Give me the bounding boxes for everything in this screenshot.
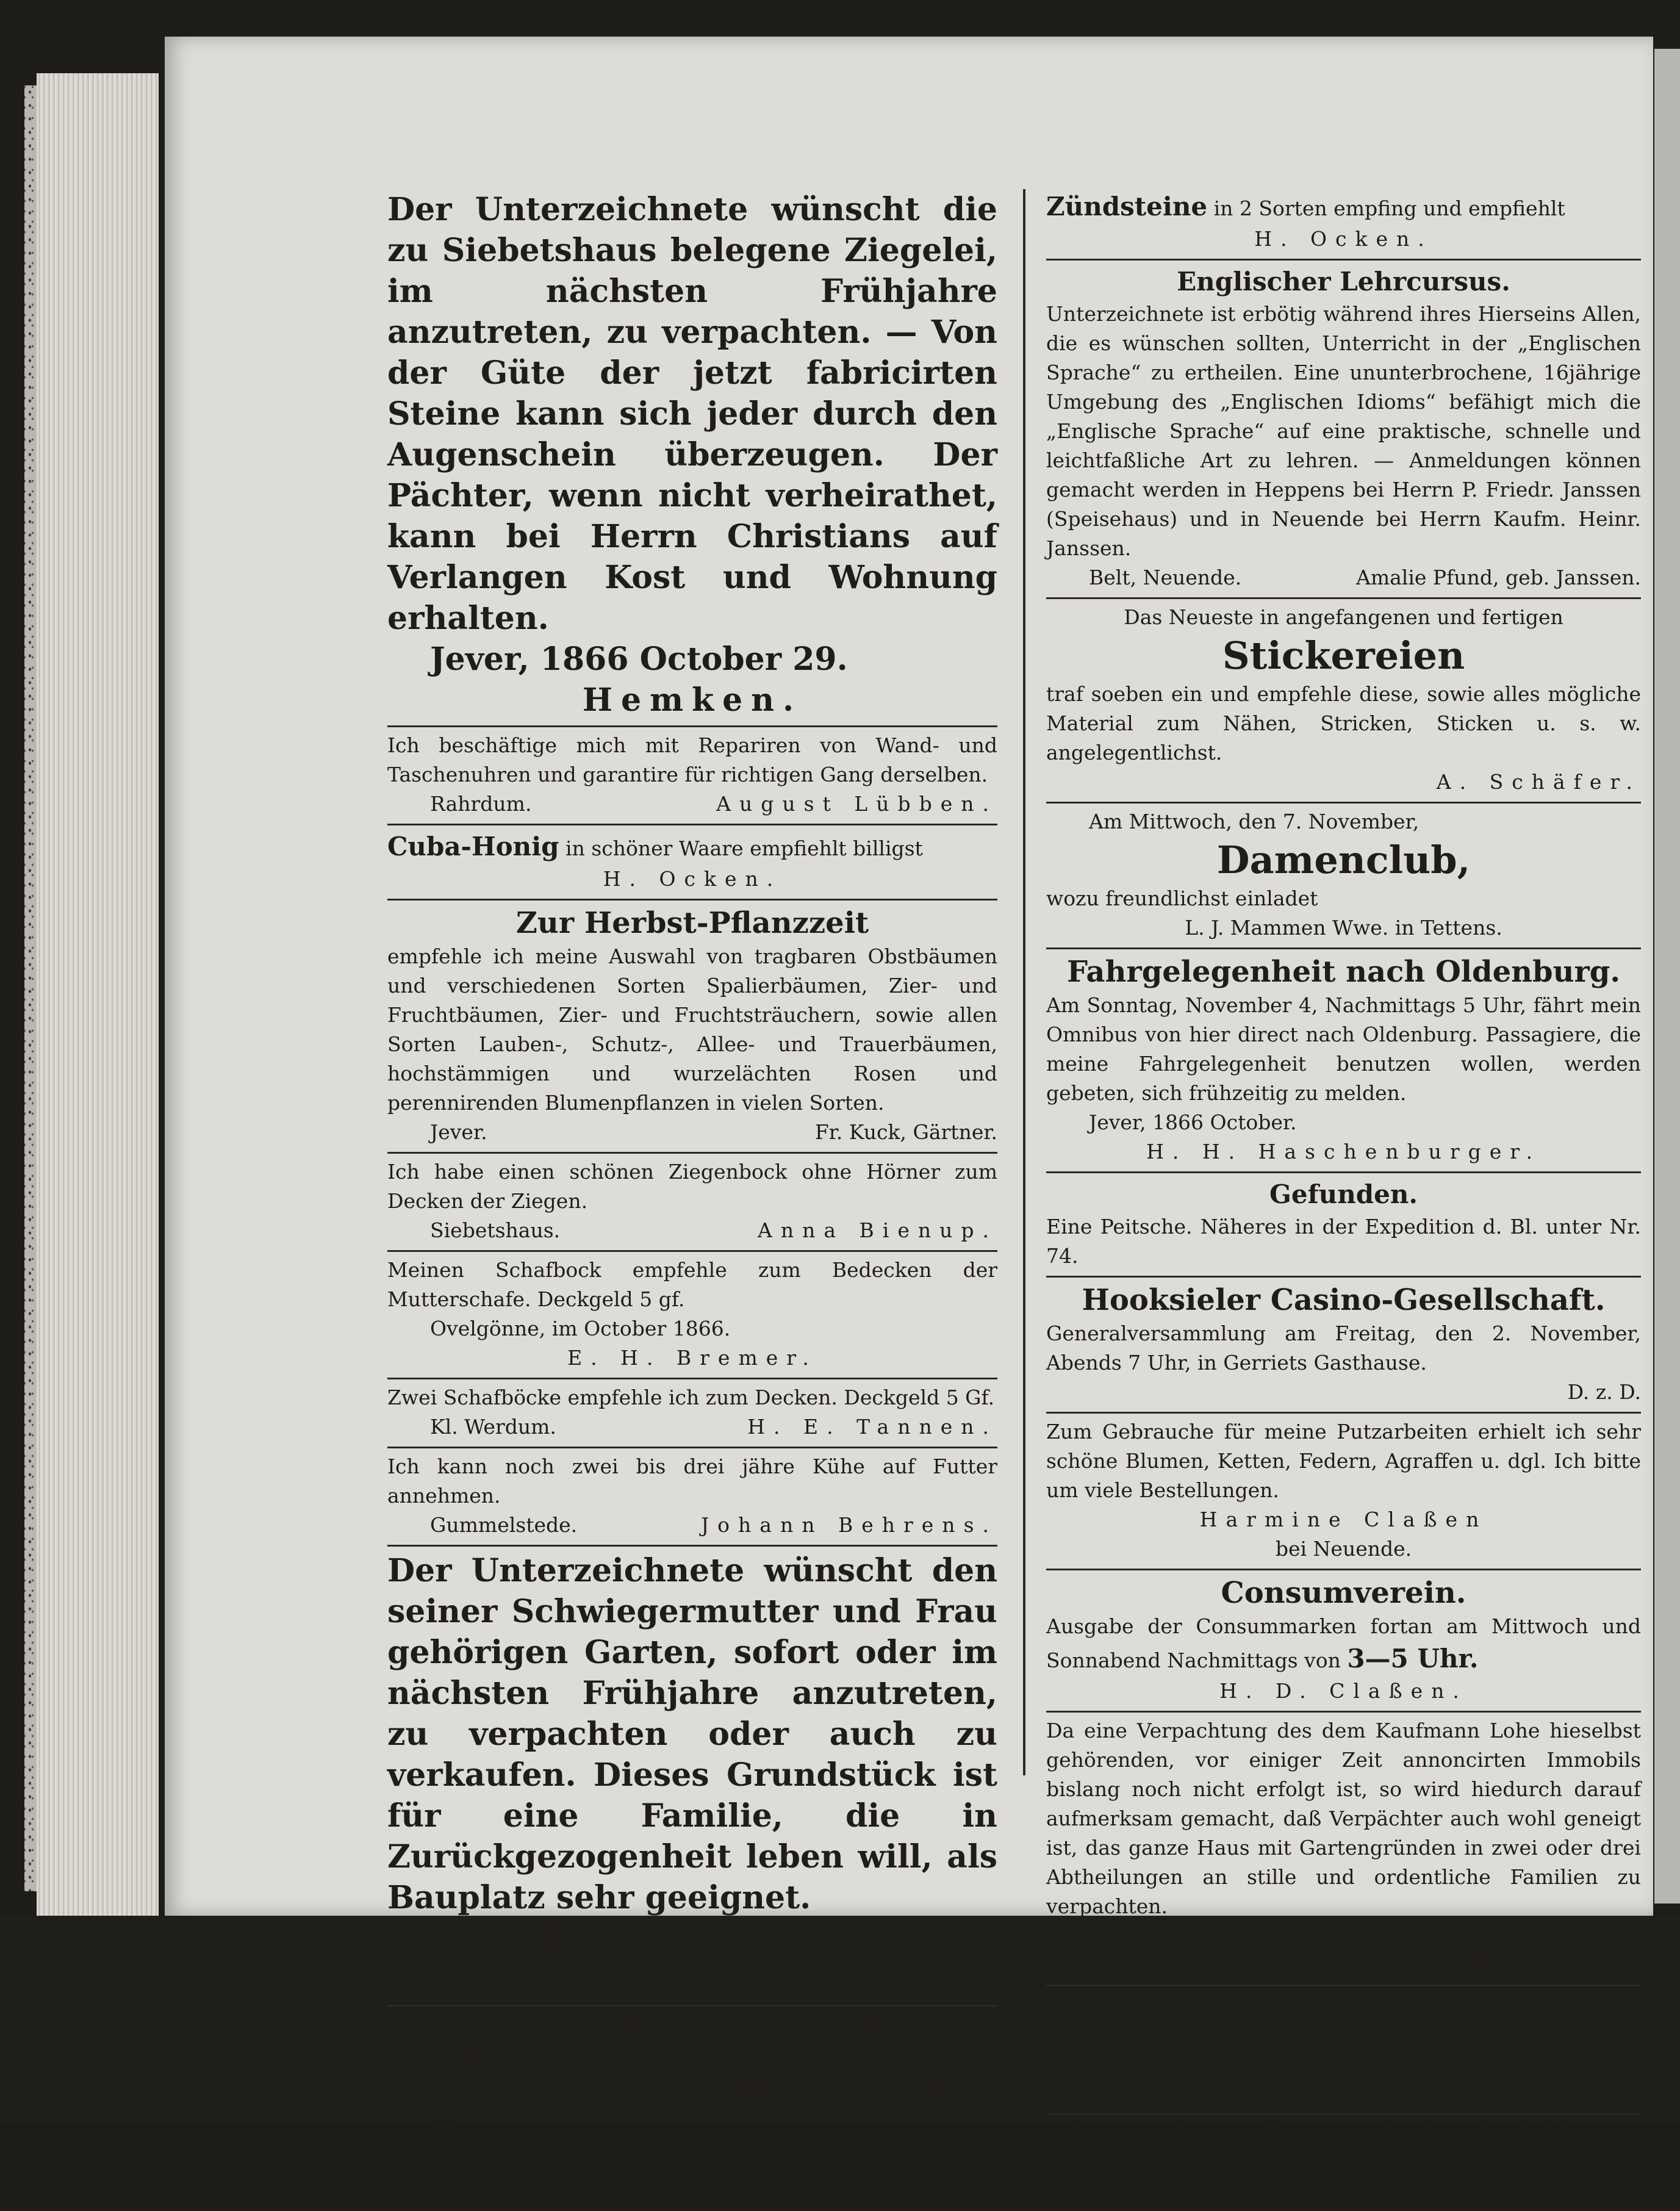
ad-signature: Mettcker & Söhne. [557,2136,828,2166]
ad-signature: E. H. Bremer. [567,1346,817,1370]
ad-title: Stickereien [1222,633,1465,678]
ad-signature: J. L. Ildau in Jever. [1454,2082,1641,2105]
ad-body: Ausgabe der Consummarken fortan am Mittwoch und Sonnabend Nachmittags von [1046,1614,1641,1672]
ad-place: Belt, Neuende. [1089,566,1242,589]
ad-signature: Anna Bienup. [758,1218,997,1242]
ad-line2: empfiehlt a Stück 5 Sgr. [1268,2051,1521,2075]
ad-date: Jever, 1866 October. [1089,1110,1297,1134]
ad-date: Hohenkirchen 1866 October 26. [1046,1924,1376,1947]
ad-signature: Oltmanns. [1459,1953,1641,1977]
ad-signature: August Lübben. [716,792,997,816]
ad-kuehe [387,1448,997,1547]
ad-body: in 2 Sorten empfing und empfiehlt [1213,196,1565,220]
ad-signature: Johann Behrens. [700,1513,997,1537]
ad-signature: Fr. Kuck, Gärtner. [814,1120,997,1144]
ad-footer [387,1511,997,1540]
ad-fahrgelegenheit [1046,949,1641,1173]
book-page-edges [37,73,159,1916]
ad-title: Theerseife, [1046,1993,1312,2041]
ad-signature: Hemken. [582,681,803,719]
ad-body: empfehle ich meine Auswahl von tragbaren Obstbäumen und verschiedenen Sorten Spalierbäumen, Zier- und Fruchtbäumen, Zier- und Fruchtsträuchern, sowie allen Sorten Lauben-, Schutz-, Allee- und Trauerbäumen, hochstämmigen und wurzelächten Rosen und perennirenden Blumenpflanzen in vielen Sorten. [387,944,997,1115]
ad-body: wozu freundlichst einladet [1046,886,1318,910]
ad-signature: Amalie Pfund, geb. Janssen. [1355,566,1641,589]
ad-body: Generalversammlung am Freitag, den 2. November, Abends 7 Uhr, in Gerriets Gasthause. [1046,1321,1641,1375]
ad-signature: H. D. Claßen. [1219,1679,1468,1703]
ad-body: Zwei Schafböcke empfehle ich zum Decken. Deckgeld 5 Gf. [387,1386,995,1409]
ad-body: Am Sonntag, November 4, Nachmittags 5 Uhr, fährt mein Omnibus von hier direct nach Oldenburg. Passagiere, die meine Fahrgelegenheit benutzen wollen, werden gebeten, sich frühzeitig zu melden. [1046,993,1641,1105]
ad-title: Englischer Lehrcursus. [1177,267,1510,297]
ad-date: Jever, 1866 October 29. [430,641,848,678]
ad-footer [1046,563,1641,592]
ad-title: Hooksieler Casino-Gesellschaft. [1082,1283,1606,1317]
ad-schafbock [387,1252,997,1379]
ad-place: Jever. [430,1120,487,1144]
ad-place: Kl. Werdum. [430,1415,556,1439]
ad-casino [1046,1278,1641,1414]
ad-body: Eine Peitsche. Näheres in der Expedition d. Bl. unter Nr. 74. [1046,1215,1641,1268]
ad-title: Gefunden. [1269,1179,1418,1209]
ad-zuendsteine [1046,153,1641,261]
ad-place: Gummelstede. [430,1513,578,1537]
ad-title: Consumverein. [1221,1576,1466,1610]
ad-title: Zur Herbst-Pflanzzeit [515,906,869,940]
ad-side-a: wirksamstes Mittel [1319,1991,1535,2015]
right-column [1046,153,1641,2211]
left-column [387,153,997,2174]
ad-signature: Harmine Claßen [1199,1508,1488,1531]
ad-englischer-lehrcursus [1046,261,1641,599]
ad-damenclub [1046,804,1641,949]
ad-putzarbeiten [1046,1414,1641,1570]
ad-garten [387,1547,997,2007]
ad-uhren [387,727,997,825]
ad-label: Zündsteine [1046,192,1208,221]
ad-signature: H. Ocken. [1254,227,1433,251]
ad-theerseife [1046,1986,1641,2115]
ad-footer [387,1412,997,1442]
ad-signature: D. z. D. [1567,1380,1641,1404]
ad-ziegenbock [387,1154,997,1252]
ad-title: Damenclub, [1216,838,1471,882]
column-divider [1023,189,1025,1775]
ad-body: Zum Gebrauche für meine Putzarbeiten erhielt ich sehr schöne Blumen, Ketten, Federn, Agraffen u. dgl. Ich bitte um viele Bestellungen. [1046,1420,1641,1502]
ad-label: Cuba-Honig [387,832,559,861]
ad-date: Ovelgönne, im October 1866. [430,1317,731,1340]
ad-place: Siebetshaus. [430,1218,561,1242]
ad-signature: H. E. Tannen. [747,1415,997,1439]
ad-body: Der Unterzeichnete wünscht die zu Siebetshaus belegene Ziegelei, im nächsten Frühjahre anzutreten, zu verpachten. — Von der Güte der jetzt fabricirten Steine kann sich jeder durch den Augenschein überzeugen. Der Pächter, wenn nicht verheirathet, kann bei Herrn Christians auf Verlangen Kost und Wohnung erhalten. [387,191,997,637]
ad-signature: H. Ocken. [603,867,782,891]
ad-body: Ich habe einen schönen Ziegenbock ohne Hörner zum Decken der Ziegen. [387,1160,997,1213]
ad-signature: A. Schäfer. [1436,770,1641,794]
ad-stickereien [1046,599,1641,804]
ad-body: traf soeben ein und empfehle diese, sowie alles mögliche Material zum Nähen, Stricken, Sticken u. s. w. angelegentlichst. [1046,682,1641,764]
ad-schafboecke [387,1379,997,1448]
ad-body: Der Unterzeichnete wünscht den seiner Schwiegermutter und Frau gehörigen Garten, sofort oder im nächsten Frühjahre anzutreten, zu verpachten oder auch zu verkaufen. Dieses Grundstück ist für eine Familie, die in Zurückgezogenheit leben will, als Bauplatz sehr geeignet. [387,1552,997,1916]
ad-body: Ich kann noch zwei bis drei jähre Kühe auf Futter annehmen. [387,1454,997,1508]
ad-hours: 3—5 Uhr. [1347,1644,1479,1674]
supplement-note: — Hierzu eine Beilage — [1205,2179,1482,2203]
ad-buchhandlung [387,2007,997,2174]
ad-signature-place: bei Neuende. [1275,1537,1412,1561]
ad-side-text [1319,1990,1577,2044]
ad-body: Der Krieg Preußens gegen Oesterreich und dessen Verbündete, 1866. Mit 7 Bildnissen. Preis 4 Gf. [430,2047,997,2130]
ad-herbst-pflanzzeit [387,901,997,1154]
ad-footer [387,1118,997,1147]
ad-cuba-honig [387,825,997,901]
ad-intro: Am Mittwoch, den 7. November, [1089,810,1420,833]
next-page-edge [1654,49,1680,1904]
ad-signature: H. H. Haschenburger. [1146,1140,1541,1163]
ad-author: W. Petsch, [430,2042,580,2072]
ad-consumverein [1046,1570,1641,1713]
imprint-text: Redaction, Druck und Verlag von C. L. Mettcker & Söhne in Jever. [1068,2123,1619,2171]
ad-gefunden [1046,1173,1641,1278]
ad-side-b: gegen alle Arten Haut- [1319,2018,1578,2042]
ad-signature: L. J. Mammen Wwe. in Tettens. [1185,916,1502,940]
ad-intro: In unserer Buchhandlung ist vorräthig: [492,2013,893,2037]
ad-footer [387,1216,997,1245]
ad-ziegelei [387,153,997,727]
ad-body: Unterzeichnete ist erbötig während ihres Hierseins Allen, die es wünschen sollten, Unterricht in der „Englischen Sprache“ zu ertheilen. Eine ununterbrochene, 16jährige Umgebung des „Englischen Idioms“ befähigt mich die „Englische Sprache“ auf eine praktische, schnelle und leichtfaßliche Art zu lehren. — Anmeldungen können gemacht werden in Heppens bei Herrn P. Friedr. Janssen (Speisehaus) und in Neuende bei Herrn Kaufm. Heinr. Janssen. [1046,302,1641,560]
ad-line2-bold: unreinigkeiten, [1046,2046,1269,2076]
ad-body: in schöner Waare empfiehlt billigst [565,836,923,860]
ad-verpachtung-lohe [1046,1713,1641,1986]
ad-title: Fahrgelegenheit nach Oldenburg. [1066,955,1621,989]
ad-date: Jever, 1866 October 29. [430,1920,848,1957]
ad-intro: Das Neueste in angefangenen und fertigen [1124,605,1563,629]
imprint [1046,2115,1641,2211]
ad-signature: Hemken. [582,1961,803,1998]
ad-place: Rahrdum. [430,792,532,816]
ad-body: Ich beschäftige mich mit Repariren von Wand- und Taschenuhren und garantire für richtigen Gang derselben. [387,733,997,786]
ad-footer [387,789,997,819]
ad-body: Meinen Schafbock empfehle zum Bedecken der Mutterschafe. Deckgeld 5 gf. [387,1258,997,1311]
ad-body: Da eine Verpachtung des dem Kaufmann Lohe hieselbst gehörenden, vor einiger Zeit annoncirten Immobils bislang noch nicht erfolgt ist, so wird hiedurch darauf aufmerksam gemacht, daß Verpächter auch wohl geneigt ist, das ganze Haus mit Gartengründen in zwei oder drei Abtheilungen an stille und ordentliche Familien zu verpachten. [1046,1719,1641,1918]
